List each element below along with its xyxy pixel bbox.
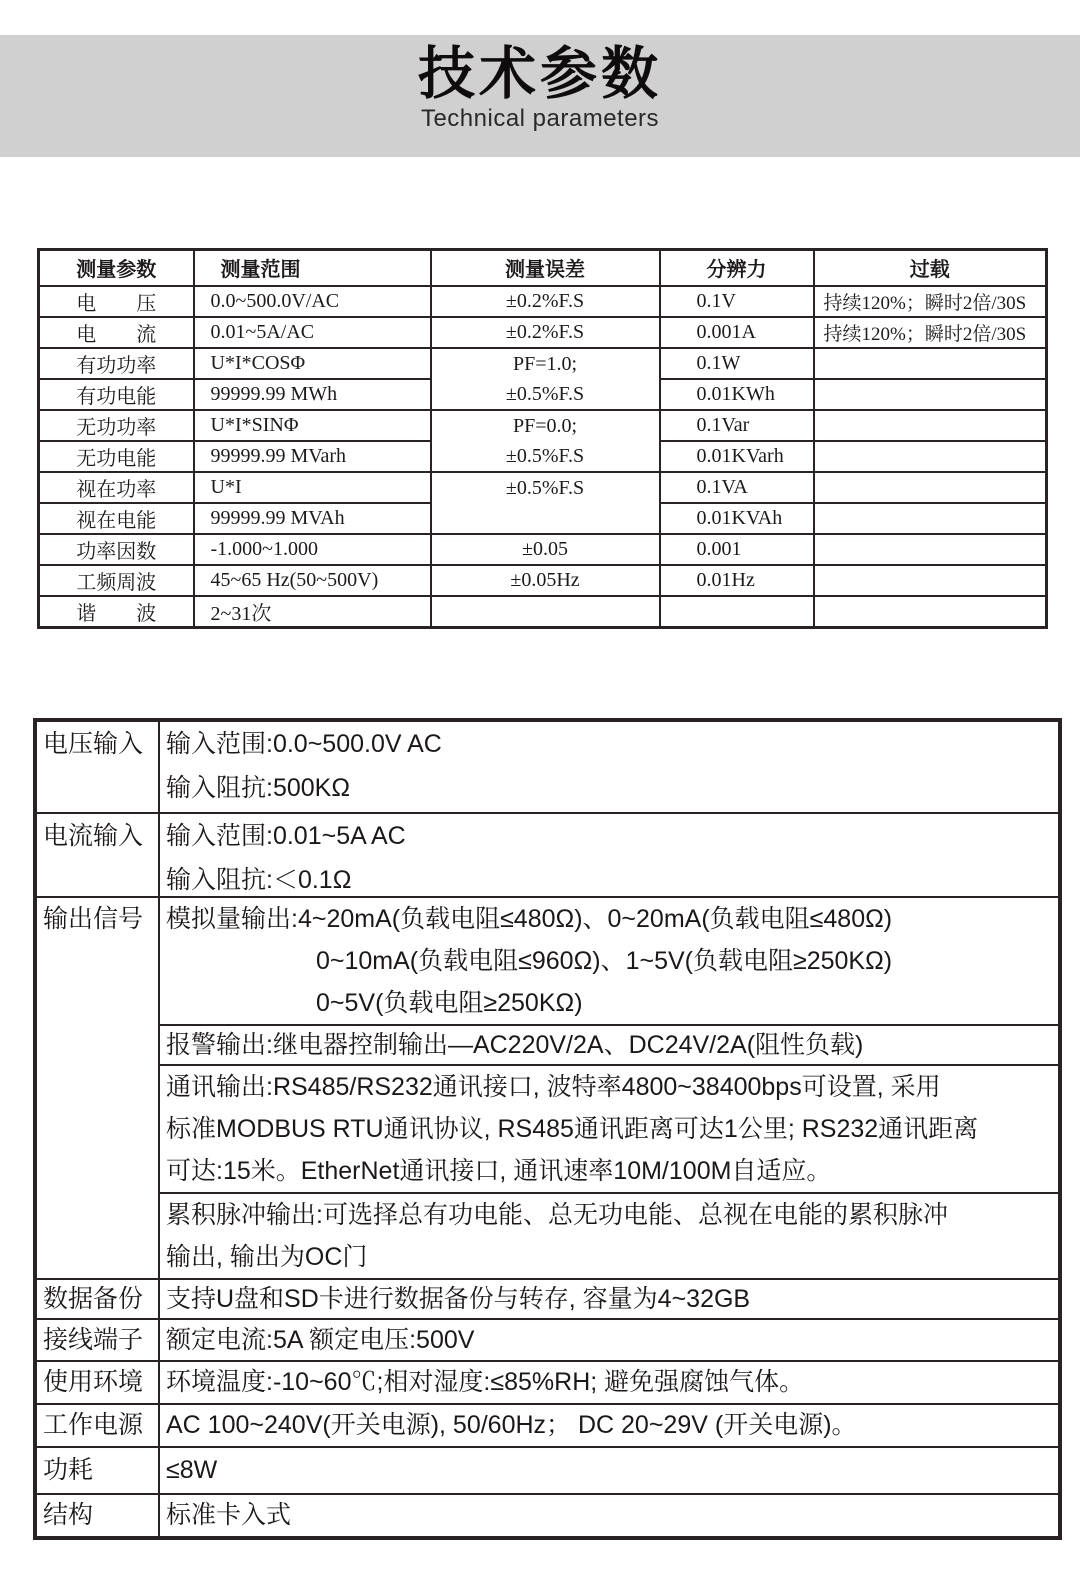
cell-resolution: 0.1VA	[660, 472, 814, 503]
cell-overload: 持续120%；瞬时2倍/30S	[814, 286, 1047, 317]
error-line	[432, 503, 659, 533]
table-row-reactive-power	[39, 410, 1047, 441]
cell-resolution: 0.1W	[660, 348, 814, 379]
table-row-active-power	[39, 348, 1047, 379]
cell-param: 电 流	[39, 317, 194, 348]
cell-overload	[814, 379, 1047, 410]
spec-content	[160, 1405, 1058, 1446]
spec-line: 模拟量输出:4~20mA(负载电阻≤480Ω)、0~20mA(负载电阻≤480Ω)	[166, 905, 893, 933]
analog-output-block	[160, 898, 1058, 1024]
table-row-frequency	[39, 565, 1047, 596]
cell-overload	[814, 534, 1047, 565]
cell-range: 99999.99 MWh	[194, 379, 431, 410]
cell-range: 0.0~500.0V/AC	[194, 286, 431, 317]
spec-line: 0~5V(负载电阻≥250KΩ)	[316, 989, 583, 1017]
header-error: 测量误差	[431, 250, 660, 286]
cell-error-merged	[431, 410, 660, 472]
cell-error: ±0.05	[431, 534, 660, 565]
table-row-power-factor	[39, 534, 1047, 565]
spec-line: 输入范围:0.01~5A AC	[166, 822, 406, 850]
error-line: ±0.5%F.S	[505, 476, 585, 499]
cell-resolution: 0.1V	[660, 286, 814, 317]
header-range: 测量范围	[194, 250, 431, 286]
cell-param: 无功电能	[39, 441, 194, 472]
header-resolution: 分辨力	[660, 250, 814, 286]
cell-param: 电 压	[39, 286, 194, 317]
spec-content	[160, 1495, 1058, 1536]
page-title: 技术参数	[418, 42, 662, 106]
cell-resolution	[660, 596, 814, 628]
spec-content	[160, 1362, 1058, 1403]
table-row-current	[39, 317, 1047, 348]
spec-row-working-power	[37, 1403, 1058, 1446]
spec-row-structure	[37, 1493, 1058, 1536]
cell-error-merged	[431, 472, 660, 534]
spec-line: 输出, 输出为OC门	[166, 1243, 368, 1271]
spec-content	[160, 1280, 1058, 1318]
cell-range: 99999.99 MVarh	[194, 441, 431, 472]
header-param: 测量参数	[39, 250, 194, 286]
spec-line: 0~10mA(负载电阻≤960Ω)、1~5V(负载电阻≥250KΩ)	[316, 947, 893, 975]
cell-error: ±0.05Hz	[431, 565, 660, 596]
error-line: ±0.5%F.S	[505, 444, 585, 467]
cell-param: 有功电能	[39, 379, 194, 410]
spec-label: 电压输入	[37, 722, 160, 812]
cell-overload	[814, 410, 1047, 441]
spec-line: 通讯输出:RS485/RS232通讯接口, 波特率4800~38400bps可设置, 采用	[166, 1073, 941, 1101]
cell-param: 有功功率	[39, 348, 194, 379]
spec-row-voltage-input	[37, 722, 1058, 812]
measurement-table	[37, 248, 1048, 629]
spec-label: 功耗	[37, 1448, 160, 1493]
page-subtitle: Technical parameters	[420, 105, 660, 132]
spec-content	[160, 814, 1058, 896]
cell-range: U*I*SINΦ	[194, 410, 431, 441]
cell-overload	[814, 441, 1047, 472]
spec-line: 输入阻抗:＜0.1Ω	[166, 866, 352, 894]
spec-line: ≤8W	[166, 1456, 218, 1484]
spec-line: 环境温度:-10~60℃;相对湿度:≤85%RH; 避免强腐蚀气体。	[166, 1368, 805, 1396]
spec-label: 接线端子	[37, 1320, 160, 1360]
cell-overload	[814, 472, 1047, 503]
spec-content	[160, 898, 1058, 1278]
title-band	[0, 35, 1080, 157]
cell-resolution: 0.001	[660, 534, 814, 565]
cell-range: 45~65 Hz(50~500V)	[194, 565, 431, 596]
cell-resolution: 0.01KWh	[660, 379, 814, 410]
table-row-voltage	[39, 286, 1047, 317]
error-line: PF=0.0;	[512, 414, 578, 437]
cell-param: 功率因数	[39, 534, 194, 565]
error-line: ±0.5%F.S	[505, 382, 585, 405]
spec-row-power-consumption	[37, 1446, 1058, 1493]
table-row-apparent-power	[39, 472, 1047, 503]
cell-resolution: 0.01Hz	[660, 565, 814, 596]
spec-content	[160, 1448, 1058, 1493]
cell-error: ±0.2%F.S	[431, 286, 660, 317]
cell-range: -1.000~1.000	[194, 534, 431, 565]
spec-label: 工作电源	[37, 1405, 160, 1446]
table-header-row	[39, 250, 1047, 286]
cell-overload	[814, 503, 1047, 534]
cell-overload	[814, 565, 1047, 596]
cell-range: 0.01~5A/AC	[194, 317, 431, 348]
cell-range: U*I*COSΦ	[194, 348, 431, 379]
spec-line: AC 100~240V(开关电源), 50/60Hz； DC 20~29V (开关电源)。	[166, 1411, 857, 1439]
comm-output-block	[160, 1064, 1058, 1192]
spec-row-environment	[37, 1360, 1058, 1403]
cell-resolution: 0.001A	[660, 317, 814, 348]
cell-error: ±0.2%F.S	[431, 317, 660, 348]
spec-line: 输入范围:0.0~500.0V AC	[166, 730, 442, 758]
spec-line: 标准卡入式	[166, 1501, 292, 1529]
cell-overload	[814, 348, 1047, 379]
cell-param: 视在功率	[39, 472, 194, 503]
spec-line: 累积脉冲输出:可选择总有功电能、总无功电能、总视在电能的累积脉冲	[166, 1201, 948, 1229]
error-line: PF=1.0;	[512, 352, 578, 375]
spec-content	[160, 1320, 1058, 1360]
cell-overload: 持续120%；瞬时2倍/30S	[814, 317, 1047, 348]
spec-table	[33, 718, 1062, 1540]
spec-row-output-signal	[37, 896, 1058, 1278]
cell-resolution: 0.01KVAh	[660, 503, 814, 534]
cell-error	[431, 596, 660, 628]
spec-line: 支持U盘和SD卡进行数据备份与转存, 容量为4~32GB	[166, 1285, 751, 1313]
spec-label: 电流输入	[37, 814, 160, 896]
spec-label: 输出信号	[37, 898, 160, 1278]
spec-label: 数据备份	[37, 1280, 160, 1318]
alarm-output-block	[160, 1024, 1058, 1064]
spec-row-terminals	[37, 1318, 1058, 1360]
cell-range: U*I	[194, 472, 431, 503]
cell-param: 视在电能	[39, 503, 194, 534]
table-row-harmonics	[39, 596, 1047, 628]
spec-label: 结构	[37, 1495, 160, 1536]
cell-range: 2~31次	[194, 596, 431, 628]
cell-resolution: 0.01KVarh	[660, 441, 814, 472]
spec-line: 可达:15米。EtherNet通讯接口, 通讯速率10M/100M自适应。	[166, 1157, 832, 1185]
spec-label: 使用环境	[37, 1362, 160, 1403]
cell-error-merged	[431, 348, 660, 410]
spec-line: 输入阻抗:500KΩ	[166, 774, 351, 802]
spec-row-current-input	[37, 812, 1058, 896]
cell-param: 谐 波	[39, 596, 194, 628]
header-overload: 过载	[814, 250, 1047, 286]
spec-line: 额定电流:5A 额定电压:500V	[166, 1326, 475, 1354]
spec-line: 报警输出:继电器控制输出—AC220V/2A、DC24V/2A(阻性负载)	[166, 1031, 864, 1059]
pulse-output-block	[160, 1192, 1058, 1278]
cell-param: 工频周波	[39, 565, 194, 596]
spec-line: 标准MODBUS RTU通讯协议, RS485通讯距离可达1公里; RS232通讯距离	[166, 1115, 979, 1143]
spec-row-data-backup	[37, 1278, 1058, 1318]
cell-resolution: 0.1Var	[660, 410, 814, 441]
cell-overload	[814, 596, 1047, 628]
cell-param: 无功功率	[39, 410, 194, 441]
cell-range: 99999.99 MVAh	[194, 503, 431, 534]
spec-content	[160, 722, 1058, 812]
